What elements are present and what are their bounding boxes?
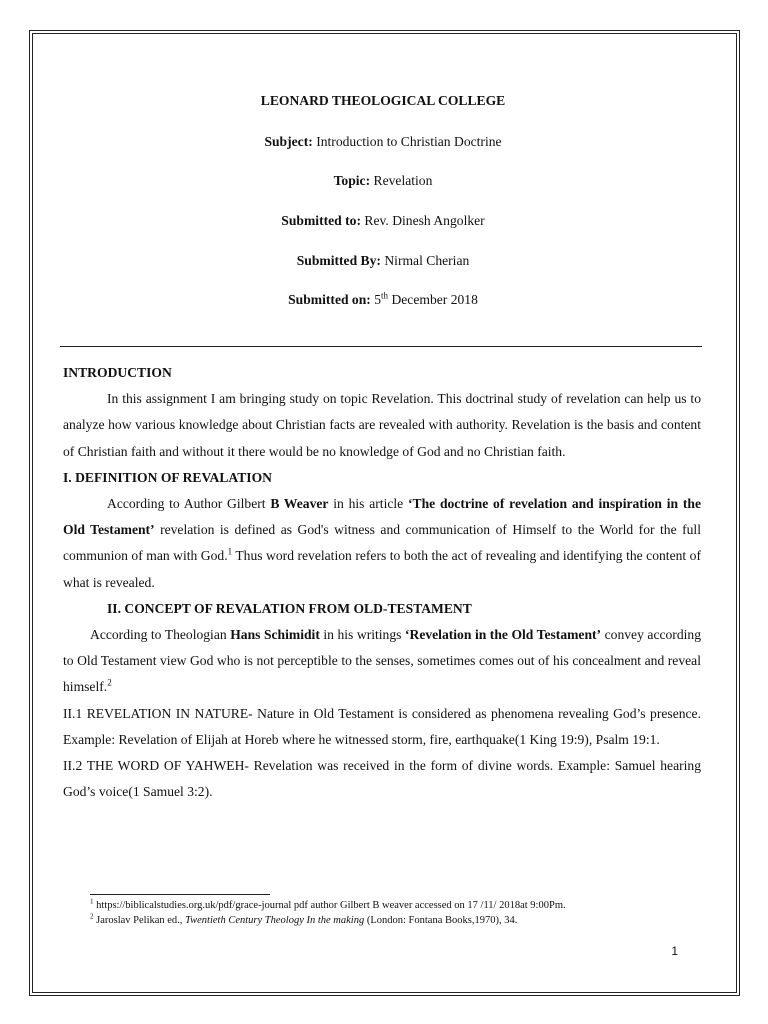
writing-title: ‘Revelation in the Old Testament’ (404, 627, 602, 643)
college-title (63, 93, 703, 109)
author-name: B Weaver (270, 496, 329, 512)
footnote-2: $^2$ Jaroslav Pelikan ed., Twentieth Century Theology In the making (London: Fontana Books,1970), 34. (90, 912, 518, 926)
intro-paragraph: In this assignment I am bringing study on topic Revelation. This doctrinal study of revelation can help us to analyze how various knowledge about Christian facts are revealed with authority. Revelation is the basis and content of Christian faith and without it there would be no knowledge of God and no Christian faith. (63, 391, 701, 459)
subject-line (63, 134, 703, 150)
definition-heading: I. DEFINITION OF REVALATION (63, 469, 272, 485)
footnotes (90, 899, 705, 928)
college-name: LEONARD THEOLOGICAL COLLEGE (260, 93, 506, 108)
word-paragraph: II.2 THE WORD OF YAHWEH- Revelation was received in the form of divine words. Example: Samuel hearing God’s voice(1 Samuel 3:2). (63, 758, 701, 800)
submitted-by-label: Submitted By: (296, 253, 381, 268)
submitted-on-rest: December 2018 (391, 292, 478, 307)
book-title: Twentieth Century Theology In the making (185, 914, 365, 926)
concept-heading: II. CONCEPT OF REVALATION FROM OLD-TESTAMENT (107, 600, 472, 616)
topic-line (63, 173, 703, 189)
submitted-on-line (63, 292, 703, 308)
footnote-1: $^1$ https://biblicalstudies.org.uk/pdf/grace-journal pdf author Gilbert B weaver accessed on 17 /11/ 2018at 9:00Pm. (90, 897, 566, 911)
submitted-to-line (63, 213, 703, 229)
nature-paragraph: II.1 REVELATION IN NATURE- Nature in Old Testament is considered as phenomena revealing God’s presence. Example: Revelation of Elijah at Horeb where he witnessed storm, fire, earthquake(1 King 19:9), Psalm 19:1. (63, 705, 701, 747)
submitted-on-day: 5 (374, 292, 382, 307)
submitted-to-label: Submitted to: (281, 213, 361, 228)
submitted-by-value: Nirmal Cherian (384, 253, 470, 268)
submitted-on-suffix: th (381, 290, 389, 301)
header-divider (60, 346, 702, 347)
page-number: 1 (671, 944, 678, 958)
footnote-ref-2: 2 (107, 677, 112, 688)
document-body (63, 360, 701, 805)
footnote-ref-1: 1 (227, 546, 233, 557)
definition-paragraph: According to Author Gilbert B Weaver in his article ‘The doctrine of revelation and inspiration in the Old Testament’ revelation is defined as God's witness and communication of Himself to the World for the full communion of man with God.$^1$ Thus word revelation refers to both the act of revealing and identifying the content of what is revealed. (63, 496, 701, 590)
subject-label: Subject: (264, 134, 313, 149)
concept-paragraph: According to Theologian Hans Schimidit in his writings ‘Revelation in the Old Testament’ convey according to Old Testament view God who is not perceptible to the senses, sometimes comes out of his concealment and reveal himself.$^2$ (63, 627, 701, 695)
submitted-by-line (63, 253, 703, 269)
footnote-divider (90, 894, 270, 895)
subject-value: Introduction to Christian Doctrine (316, 134, 502, 149)
theologian-name: Hans Schimidit (230, 627, 320, 643)
intro-heading: INTRODUCTION (63, 365, 172, 380)
article-title: ‘The doctrine of revelation and inspiration in the Old Testament’ (63, 496, 701, 538)
submitted-to-value: Rev. Dinesh Angolker (364, 213, 485, 228)
submitted-on-label: Submitted on: (288, 292, 371, 307)
topic-value: Revelation (373, 173, 433, 188)
topic-label: Topic: (333, 173, 371, 188)
